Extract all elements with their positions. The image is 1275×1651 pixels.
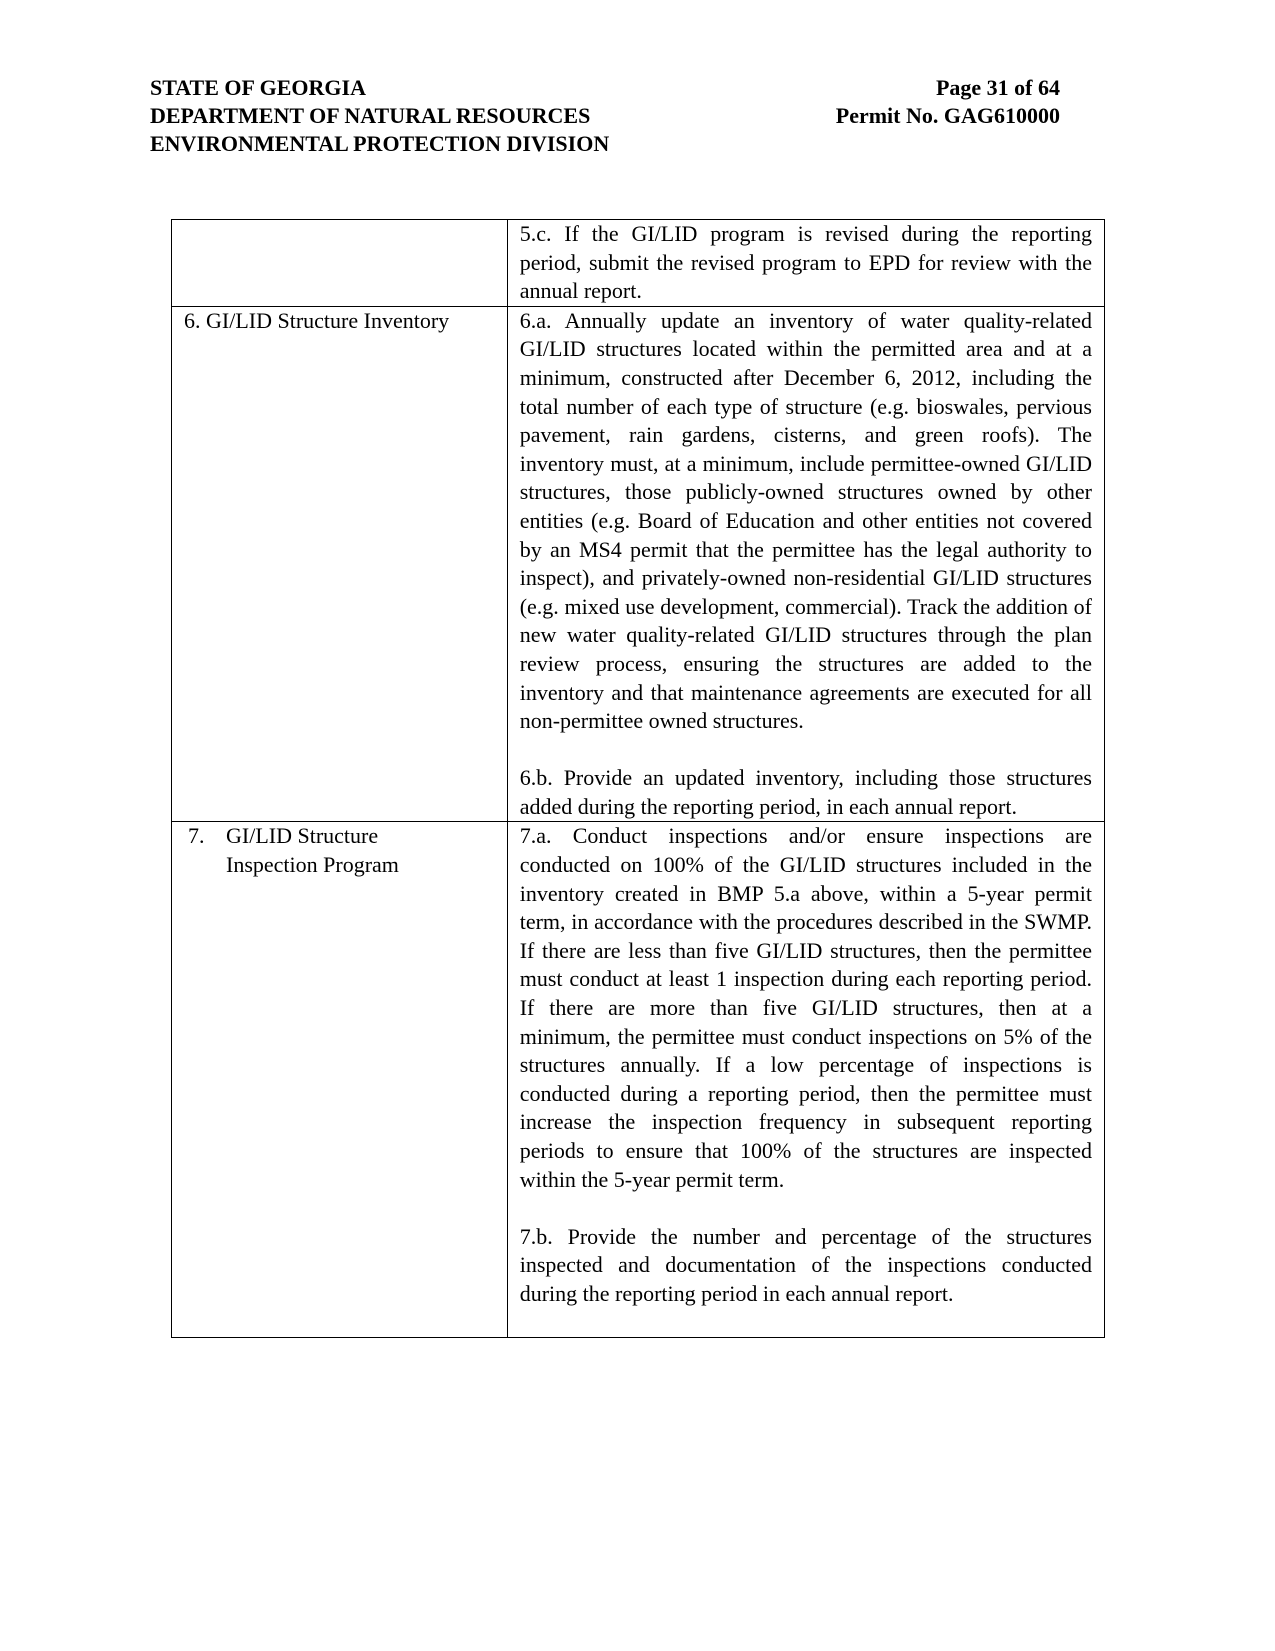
requirement-6b: 6.b. Provide an updated inventory, including those structures added during the reporting period, in each annual report.: [519, 765, 1092, 819]
paragraph-spacer: [508, 736, 1104, 765]
agency-state: STATE OF GEORGIA: [150, 75, 366, 100]
bmp-number: 7.: [188, 823, 205, 849]
page-number: Page 31 of 64: [935, 75, 1060, 100]
agency-department: DEPARTMENT OF NATURAL RESOURCES: [150, 103, 591, 128]
table-row: [172, 220, 1105, 307]
table-row: [172, 822, 1105, 1337]
cell-bottom-spacer: [508, 1309, 1104, 1337]
requirement-cell: [507, 822, 1104, 1337]
bmp-label: [172, 822, 507, 879]
bmp-cell: [172, 822, 508, 1337]
page-info-block: [790, 74, 1060, 130]
agency-block: [150, 74, 750, 158]
bmp-cell: [172, 306, 508, 822]
bmp-title-line1: GI/LID Structure: [226, 823, 379, 849]
requirement-cell: [507, 306, 1104, 822]
table-row: [172, 306, 1105, 822]
requirement-7b: 7.b. Provide the number and percentage of the structures inspected and documentation of the inspections conducted during the reporting period in each annual report.: [519, 1223, 1092, 1306]
requirement-cell: [507, 220, 1104, 307]
bmp-cell: [172, 220, 508, 307]
requirement-6a: 6.a. Annually update an inventory of water quality-related GI/LID structures located within the permitted area and at a minimum, constructed after December 6, 2012, including the total number of each type of structure (e.g. bioswales, pervious pavement, rain gardens, cisterns, and green roofs). The inventory must, at a minimum, include permittee-owned GI/LID structures, those publicly-owned structures owned by other entities (e.g. Board of Education and other entities not covered by an MS4 permit that the permittee has the legal authority to inspect), and privately-owned non-residential GI/LID structures (e.g. mixed use development, commercial). Track the addition of new water quality-related GI/LID structures through the plan review process, ensuring the structures are added to the inventory and that maintenance agreements are executed for all non-permittee owned structures.: [519, 307, 1092, 734]
permit-number: Permit No. GAG610000: [835, 103, 1060, 128]
bmp-title-line2: Inspection Program: [226, 852, 399, 878]
bmp-label: 6. GI/LID Structure Inventory: [184, 307, 450, 333]
paragraph-spacer: [508, 1194, 1104, 1223]
agency-division: ENVIRONMENTAL PROTECTION DIVISION: [150, 131, 610, 156]
requirement-7a: 7.a. Conduct inspections and/or ensure inspections are conducted on 100% of the GI/LID structures included in the inventory created in BMP 5.a above, within a 5-year permit term, in accordance with the procedures described in the SWMP. If there are less than five GI/LID structures, then the permittee must conduct at least 1 inspection during each reporting period. If there are more than five GI/LID structures, then at a minimum, the permittee must conduct inspections on 5% of the structures annually. If a low percentage of inspections is conducted during a reporting period, then the permittee must increase the inspection frequency in subsequent reporting periods to ensure that 100% of the structures are inspected within the 5-year permit term.: [519, 823, 1092, 1192]
bmp-requirements-table: [171, 219, 1105, 1338]
requirement-5c: 5.c. If the GI/LID program is revised during the reporting period, submit the revised program to EPD for review with the annual report.: [519, 221, 1092, 304]
